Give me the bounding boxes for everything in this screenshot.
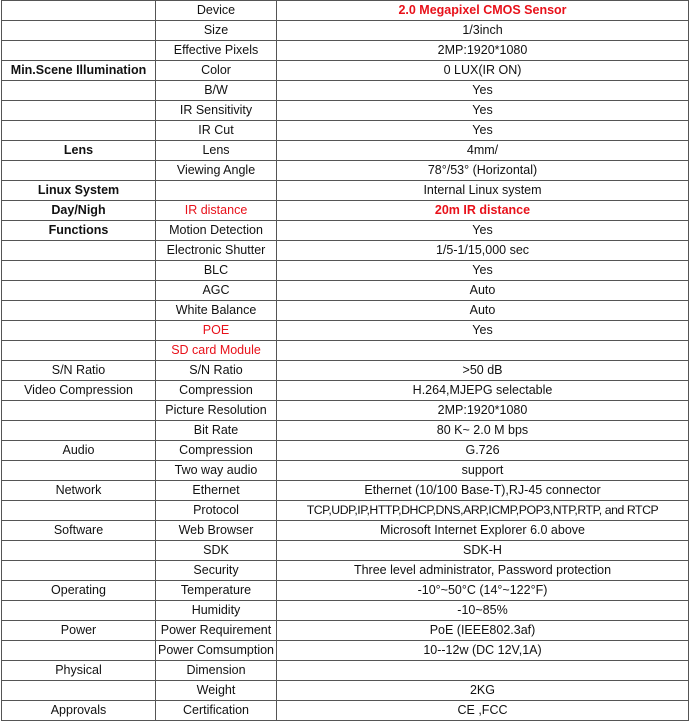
feature-cell: BLC bbox=[156, 261, 277, 281]
category-cell bbox=[2, 501, 156, 521]
table-row bbox=[2, 421, 689, 441]
table-row bbox=[2, 181, 689, 201]
table-row bbox=[2, 161, 689, 181]
category-cell bbox=[2, 541, 156, 561]
value-cell: G.726 bbox=[277, 441, 689, 461]
value-cell: 10--12w (DC 12V,1A) bbox=[277, 641, 689, 661]
spec-table-body bbox=[2, 1, 689, 721]
category-cell bbox=[2, 641, 156, 661]
table-row bbox=[2, 681, 689, 701]
feature-cell: Two way audio bbox=[156, 461, 277, 481]
value-cell: 4mm/ bbox=[277, 141, 689, 161]
feature-cell: AGC bbox=[156, 281, 277, 301]
feature-cell: Color bbox=[156, 61, 277, 81]
value-cell: Three level administrator, Password protection bbox=[277, 561, 689, 581]
feature-cell: Lens bbox=[156, 141, 277, 161]
table-row bbox=[2, 301, 689, 321]
category-cell: Functions bbox=[2, 221, 156, 241]
table-row bbox=[2, 641, 689, 661]
table-row bbox=[2, 601, 689, 621]
category-cell bbox=[2, 121, 156, 141]
category-cell: Lens bbox=[2, 141, 156, 161]
table-row bbox=[2, 121, 689, 141]
value-cell: 2MP:1920*1080 bbox=[277, 401, 689, 421]
feature-cell: Security bbox=[156, 561, 277, 581]
feature-cell: Compression bbox=[156, 381, 277, 401]
value-cell: Ethernet (10/100 Base-T),RJ-45 connector bbox=[277, 481, 689, 501]
feature-cell: Power Requirement bbox=[156, 621, 277, 641]
value-cell: 1/5-1/15,000 sec bbox=[277, 241, 689, 261]
table-row bbox=[2, 461, 689, 481]
category-cell: Min.Scene Illumination bbox=[2, 61, 156, 81]
table-row bbox=[2, 101, 689, 121]
table-row bbox=[2, 141, 689, 161]
feature-cell: Compression bbox=[156, 441, 277, 461]
category-cell bbox=[2, 101, 156, 121]
feature-cell: Certification bbox=[156, 701, 277, 721]
category-cell bbox=[2, 161, 156, 181]
category-cell: Linux System bbox=[2, 181, 156, 201]
table-row bbox=[2, 221, 689, 241]
category-cell: Software bbox=[2, 521, 156, 541]
value-cell: Yes bbox=[277, 101, 689, 121]
value-cell: Auto bbox=[277, 301, 689, 321]
category-cell bbox=[2, 241, 156, 261]
category-cell bbox=[2, 21, 156, 41]
feature-cell: Power Comsumption bbox=[156, 641, 277, 661]
value-cell: PoE (IEEE802.3af) bbox=[277, 621, 689, 641]
value-cell: 20m IR distance bbox=[277, 201, 689, 221]
category-cell: Power bbox=[2, 621, 156, 641]
feature-cell: IR Sensitivity bbox=[156, 101, 277, 121]
category-cell bbox=[2, 561, 156, 581]
category-cell: Physical bbox=[2, 661, 156, 681]
feature-cell: SD card Module bbox=[156, 341, 277, 361]
feature-cell: Protocol bbox=[156, 501, 277, 521]
table-row bbox=[2, 261, 689, 281]
category-cell bbox=[2, 301, 156, 321]
value-cell: 80 K~ 2.0 M bps bbox=[277, 421, 689, 441]
feature-cell: IR Cut bbox=[156, 121, 277, 141]
value-cell: Yes bbox=[277, 221, 689, 241]
category-cell bbox=[2, 401, 156, 421]
value-cell bbox=[277, 661, 689, 681]
category-cell bbox=[2, 421, 156, 441]
table-row bbox=[2, 321, 689, 341]
value-cell bbox=[277, 341, 689, 361]
value-cell: Microsoft Internet Explorer 6.0 above bbox=[277, 521, 689, 541]
value-cell: 2.0 Megapixel CMOS Sensor bbox=[277, 1, 689, 21]
table-row bbox=[2, 21, 689, 41]
feature-cell: Temperature bbox=[156, 581, 277, 601]
table-row bbox=[2, 1, 689, 21]
value-cell: TCP,UDP,IP,HTTP,DHCP,DNS,ARP,ICMP,POP3,NTP,RTP, and RTCP bbox=[277, 501, 689, 521]
value-cell: CE ,FCC bbox=[277, 701, 689, 721]
table-row bbox=[2, 201, 689, 221]
table-row bbox=[2, 61, 689, 81]
category-cell bbox=[2, 261, 156, 281]
table-row bbox=[2, 621, 689, 641]
category-cell: Approvals bbox=[2, 701, 156, 721]
feature-cell: White Balance bbox=[156, 301, 277, 321]
feature-cell: Viewing Angle bbox=[156, 161, 277, 181]
feature-cell: Web Browser bbox=[156, 521, 277, 541]
table-row bbox=[2, 441, 689, 461]
feature-cell: POE bbox=[156, 321, 277, 341]
value-cell: -10°~50°C (14°~122°F) bbox=[277, 581, 689, 601]
value-cell: Yes bbox=[277, 321, 689, 341]
value-cell: H.264,MJEPG selectable bbox=[277, 381, 689, 401]
table-row bbox=[2, 81, 689, 101]
feature-cell: Electronic Shutter bbox=[156, 241, 277, 261]
category-cell bbox=[2, 321, 156, 341]
feature-cell: Ethernet bbox=[156, 481, 277, 501]
value-cell: Yes bbox=[277, 261, 689, 281]
category-cell bbox=[2, 1, 156, 21]
category-cell: Audio bbox=[2, 441, 156, 461]
value-cell: 1/3inch bbox=[277, 21, 689, 41]
feature-cell: Weight bbox=[156, 681, 277, 701]
table-row bbox=[2, 541, 689, 561]
feature-cell: Size bbox=[156, 21, 277, 41]
feature-cell: Dimension bbox=[156, 661, 277, 681]
value-cell: 0 LUX(IR ON) bbox=[277, 61, 689, 81]
table-row bbox=[2, 41, 689, 61]
feature-cell: Effective Pixels bbox=[156, 41, 277, 61]
table-row bbox=[2, 561, 689, 581]
value-cell: SDK-H bbox=[277, 541, 689, 561]
feature-cell: B/W bbox=[156, 81, 277, 101]
category-cell bbox=[2, 461, 156, 481]
feature-cell: Bit Rate bbox=[156, 421, 277, 441]
table-row bbox=[2, 581, 689, 601]
feature-cell bbox=[156, 181, 277, 201]
category-cell bbox=[2, 681, 156, 701]
table-row bbox=[2, 501, 689, 521]
table-row bbox=[2, 341, 689, 361]
table-row bbox=[2, 361, 689, 381]
category-cell: Video Compression bbox=[2, 381, 156, 401]
value-cell: 78°/53° (Horizontal) bbox=[277, 161, 689, 181]
table-row bbox=[2, 281, 689, 301]
value-cell: Yes bbox=[277, 81, 689, 101]
table-row bbox=[2, 381, 689, 401]
category-cell: Day/Nigh bbox=[2, 201, 156, 221]
category-cell bbox=[2, 341, 156, 361]
table-row bbox=[2, 481, 689, 501]
value-cell: Yes bbox=[277, 121, 689, 141]
category-cell bbox=[2, 81, 156, 101]
category-cell: S/N Ratio bbox=[2, 361, 156, 381]
table-row bbox=[2, 521, 689, 541]
table-row bbox=[2, 401, 689, 421]
category-cell bbox=[2, 41, 156, 61]
value-cell: support bbox=[277, 461, 689, 481]
feature-cell: SDK bbox=[156, 541, 277, 561]
category-cell bbox=[2, 281, 156, 301]
feature-cell: S/N Ratio bbox=[156, 361, 277, 381]
feature-cell: Motion Detection bbox=[156, 221, 277, 241]
table-row bbox=[2, 661, 689, 681]
category-cell bbox=[2, 601, 156, 621]
table-row bbox=[2, 241, 689, 261]
category-cell: Operating bbox=[2, 581, 156, 601]
feature-cell: Picture Resolution bbox=[156, 401, 277, 421]
feature-cell: Device bbox=[156, 1, 277, 21]
feature-cell: Humidity bbox=[156, 601, 277, 621]
feature-cell: IR distance bbox=[156, 201, 277, 221]
category-cell: Network bbox=[2, 481, 156, 501]
value-cell: Internal Linux system bbox=[277, 181, 689, 201]
spec-table bbox=[1, 0, 689, 721]
value-cell: 2MP:1920*1080 bbox=[277, 41, 689, 61]
value-cell: -10~85% bbox=[277, 601, 689, 621]
value-cell: >50 dB bbox=[277, 361, 689, 381]
value-cell: 2KG bbox=[277, 681, 689, 701]
value-cell: Auto bbox=[277, 281, 689, 301]
table-row bbox=[2, 701, 689, 721]
